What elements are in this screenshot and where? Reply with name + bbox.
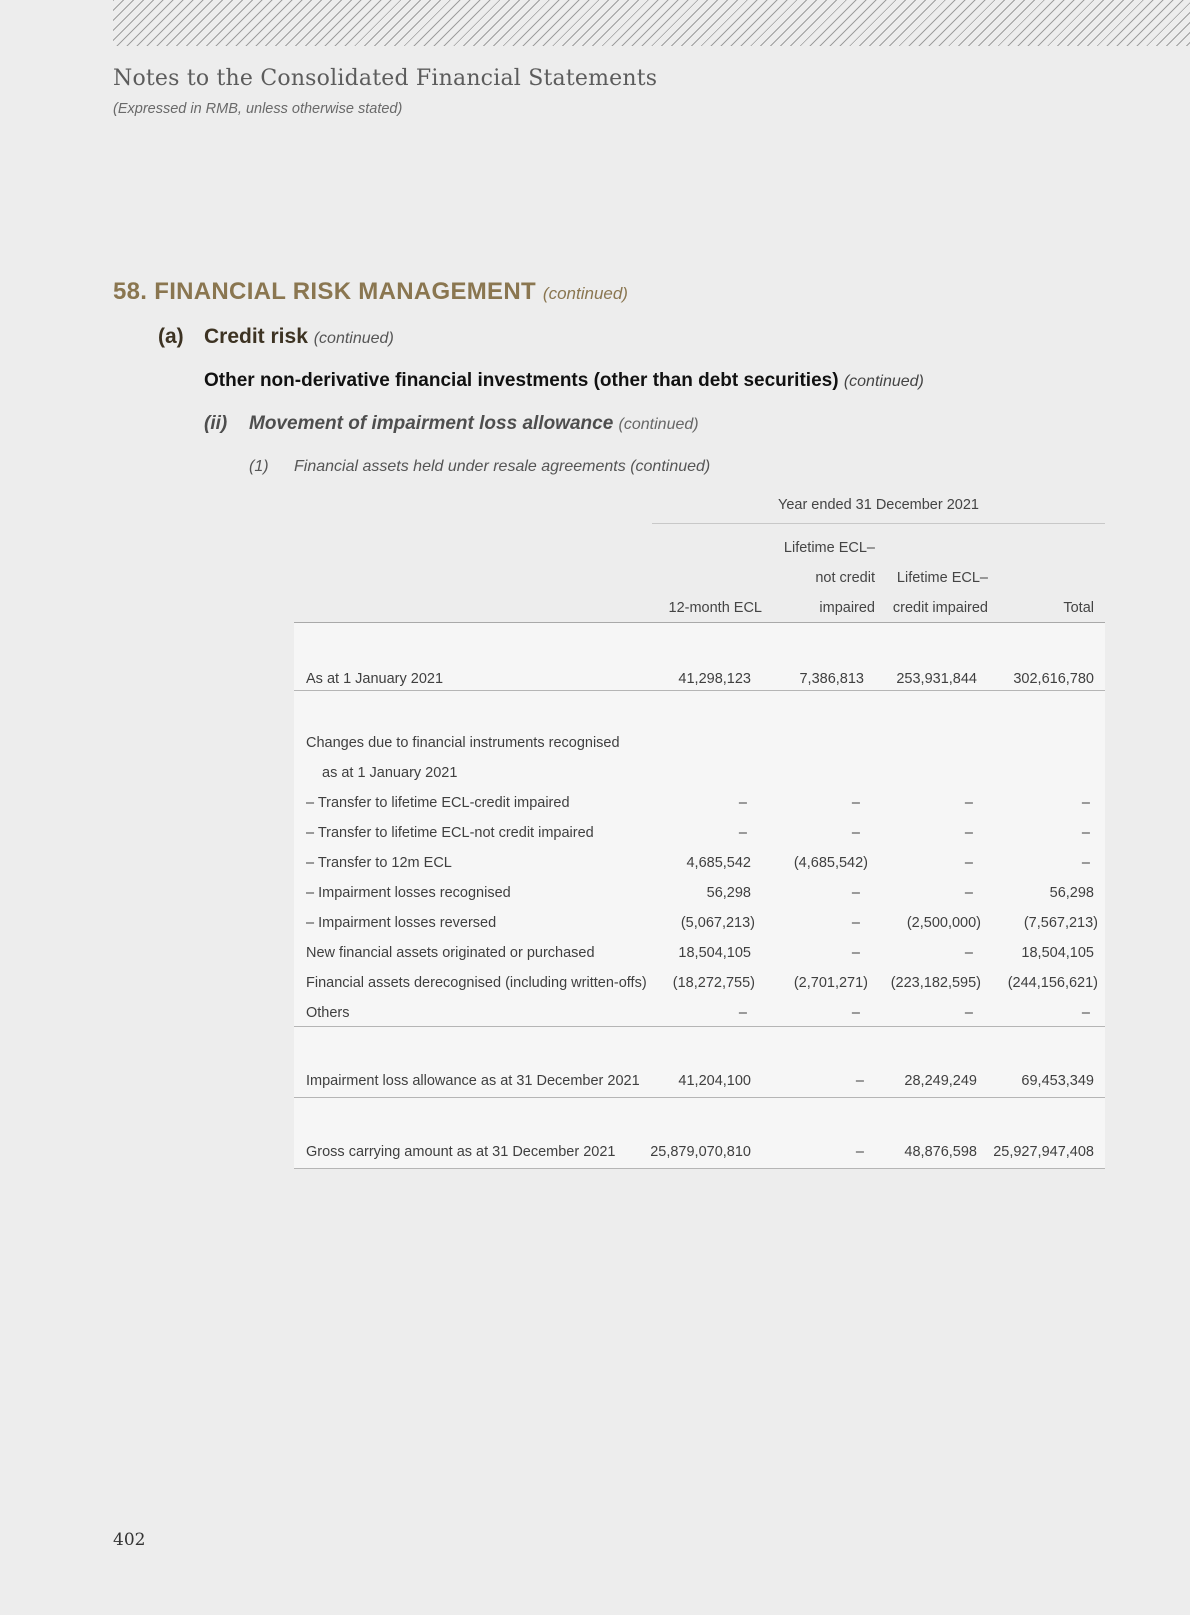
table-row xyxy=(294,788,1105,818)
cell-12m: (5,067,213) xyxy=(680,915,755,931)
row-label: – Impairment losses reversed xyxy=(306,915,497,931)
header-hatch-band xyxy=(113,0,1190,46)
cell-lifetime-not-credit: – xyxy=(851,945,860,961)
subsection-d-heading xyxy=(249,458,710,476)
cell-total: 69,453,349 xyxy=(1021,1073,1094,1089)
cell-lifetime-credit: 253,931,844 xyxy=(896,671,977,687)
cell-12m: – xyxy=(738,825,747,841)
row-label: Gross carrying amount as at 31 December 2021 xyxy=(306,1144,616,1160)
cell-lifetime-credit: – xyxy=(964,795,973,811)
cell-total: (7,567,213) xyxy=(1023,915,1098,931)
row-label: Financial assets derecognised (including written-offs) xyxy=(306,975,647,991)
cell-lifetime-not-credit: – xyxy=(855,1073,864,1089)
cell-lifetime-credit: – xyxy=(964,945,973,961)
cell-lifetime-not-credit: – xyxy=(851,915,860,931)
subsection-a-number: (a) xyxy=(158,325,184,348)
table-row xyxy=(294,908,1105,938)
cell-lifetime-not-credit: (2,701,271) xyxy=(793,975,868,991)
row-label: Impairment loss allowance as at 31 December 2021 xyxy=(306,1073,640,1089)
subsection-c-number: (ii) xyxy=(204,413,228,434)
page-subtitle: (Expressed in RMB, unless otherwise stated) xyxy=(113,101,403,117)
subsection-c-continued: (continued) xyxy=(618,416,699,433)
subsection-c-title: Movement of impairment loss allowance xyxy=(249,413,614,434)
table-row xyxy=(294,848,1105,878)
table-row xyxy=(294,968,1105,998)
table-row-closing xyxy=(294,1066,1105,1096)
row-label: as at 1 January 2021 xyxy=(322,765,458,781)
cell-lifetime-credit: – xyxy=(964,855,973,871)
row-label: – Transfer to lifetime ECL-credit impaired xyxy=(306,795,570,811)
row-label: – Transfer to 12m ECL xyxy=(306,855,452,871)
subsection-a-continued: (continued) xyxy=(313,330,394,347)
table-row-changes-label xyxy=(294,728,1105,758)
col-header-lifetime-not-credit-l3: impaired xyxy=(819,600,875,616)
cell-lifetime-credit: (223,182,595) xyxy=(890,975,981,991)
col-header-lifetime-not-credit-l1: Lifetime ECL– xyxy=(783,540,875,556)
row-label: – Transfer to lifetime ECL-not credit impaired xyxy=(306,825,594,841)
cell-lifetime-not-credit: – xyxy=(851,795,860,811)
table-row-gross xyxy=(294,1137,1105,1167)
page-number: 402 xyxy=(113,1530,146,1550)
cell-12m: 41,204,100 xyxy=(678,1073,751,1089)
cell-lifetime-credit: (2,500,000) xyxy=(906,915,981,931)
subsection-b-continued: (continued) xyxy=(843,373,924,390)
cell-12m: (18,272,755) xyxy=(672,975,755,991)
cell-total: – xyxy=(1081,825,1090,841)
cell-12m: 25,879,070,810 xyxy=(650,1144,751,1160)
section-number: 58. xyxy=(113,278,148,305)
col-header-lifetime-credit-l2: credit impaired xyxy=(892,600,988,616)
cell-total: – xyxy=(1081,1005,1090,1021)
cell-lifetime-not-credit: – xyxy=(851,825,860,841)
table-row xyxy=(294,938,1105,968)
table-period-header: Year ended 31 December 2021 xyxy=(652,497,1105,524)
subsection-b-heading xyxy=(204,370,924,392)
table-row xyxy=(294,998,1105,1028)
row-label: – Impairment losses recognised xyxy=(306,885,511,901)
cell-lifetime-not-credit: 7,386,813 xyxy=(799,671,864,687)
cell-total: 18,504,105 xyxy=(1021,945,1094,961)
subsection-d-title: Financial assets held under resale agreements (continued) xyxy=(294,458,711,475)
subsection-a-title: Credit risk xyxy=(204,325,308,348)
col-header-12-month-ecl: 12-month ECL xyxy=(668,600,762,616)
row-label: New financial assets originated or purchased xyxy=(306,945,595,961)
subsection-c-heading xyxy=(204,413,699,435)
cell-lifetime-credit: – xyxy=(964,885,973,901)
row-label: As at 1 January 2021 xyxy=(306,671,444,687)
cell-12m: 41,298,123 xyxy=(678,671,751,687)
cell-total: (244,156,621) xyxy=(1007,975,1098,991)
section-title: FINANCIAL RISK MANAGEMENT xyxy=(154,278,536,305)
section-continued: (continued) xyxy=(542,284,628,303)
cell-total: 302,616,780 xyxy=(1013,671,1094,687)
subsection-b-title: Other non-derivative financial investments (other than debt securities) xyxy=(204,370,839,391)
cell-lifetime-credit: – xyxy=(964,1005,973,1021)
cell-12m: 18,504,105 xyxy=(678,945,751,961)
cell-lifetime-not-credit: – xyxy=(855,1144,864,1160)
cell-lifetime-credit: 28,249,249 xyxy=(904,1073,977,1089)
cell-total: – xyxy=(1081,795,1090,811)
col-header-lifetime-credit-l1: Lifetime ECL– xyxy=(896,570,988,586)
cell-12m: 56,298 xyxy=(706,885,751,901)
cell-lifetime-credit: – xyxy=(964,825,973,841)
cell-total: – xyxy=(1081,855,1090,871)
table-row-changes-label-2 xyxy=(294,758,1105,788)
cell-lifetime-credit: 48,876,598 xyxy=(904,1144,977,1160)
row-label: Others xyxy=(306,1005,350,1021)
cell-12m: 4,685,542 xyxy=(686,855,751,871)
cell-total: 25,927,947,408 xyxy=(993,1144,1094,1160)
section-heading xyxy=(113,278,628,306)
cell-lifetime-not-credit: – xyxy=(851,885,860,901)
cell-total: 56,298 xyxy=(1049,885,1094,901)
cell-12m: – xyxy=(738,1005,747,1021)
cell-lifetime-not-credit: – xyxy=(851,1005,860,1021)
table-row xyxy=(294,818,1105,848)
subsection-d-number: (1) xyxy=(249,458,269,475)
page-title: Notes to the Consolidated Financial Statements xyxy=(113,66,658,91)
table-column-headers xyxy=(294,533,1105,623)
col-header-lifetime-not-credit-l2: not credit xyxy=(815,570,875,586)
row-label: Changes due to financial instruments recognised xyxy=(306,735,620,751)
cell-lifetime-not-credit: (4,685,542) xyxy=(793,855,868,871)
col-header-total: Total xyxy=(1063,600,1094,616)
rule-gross xyxy=(294,1168,1105,1169)
cell-12m: – xyxy=(738,795,747,811)
subsection-a-heading xyxy=(158,325,394,349)
table-row xyxy=(294,878,1105,908)
